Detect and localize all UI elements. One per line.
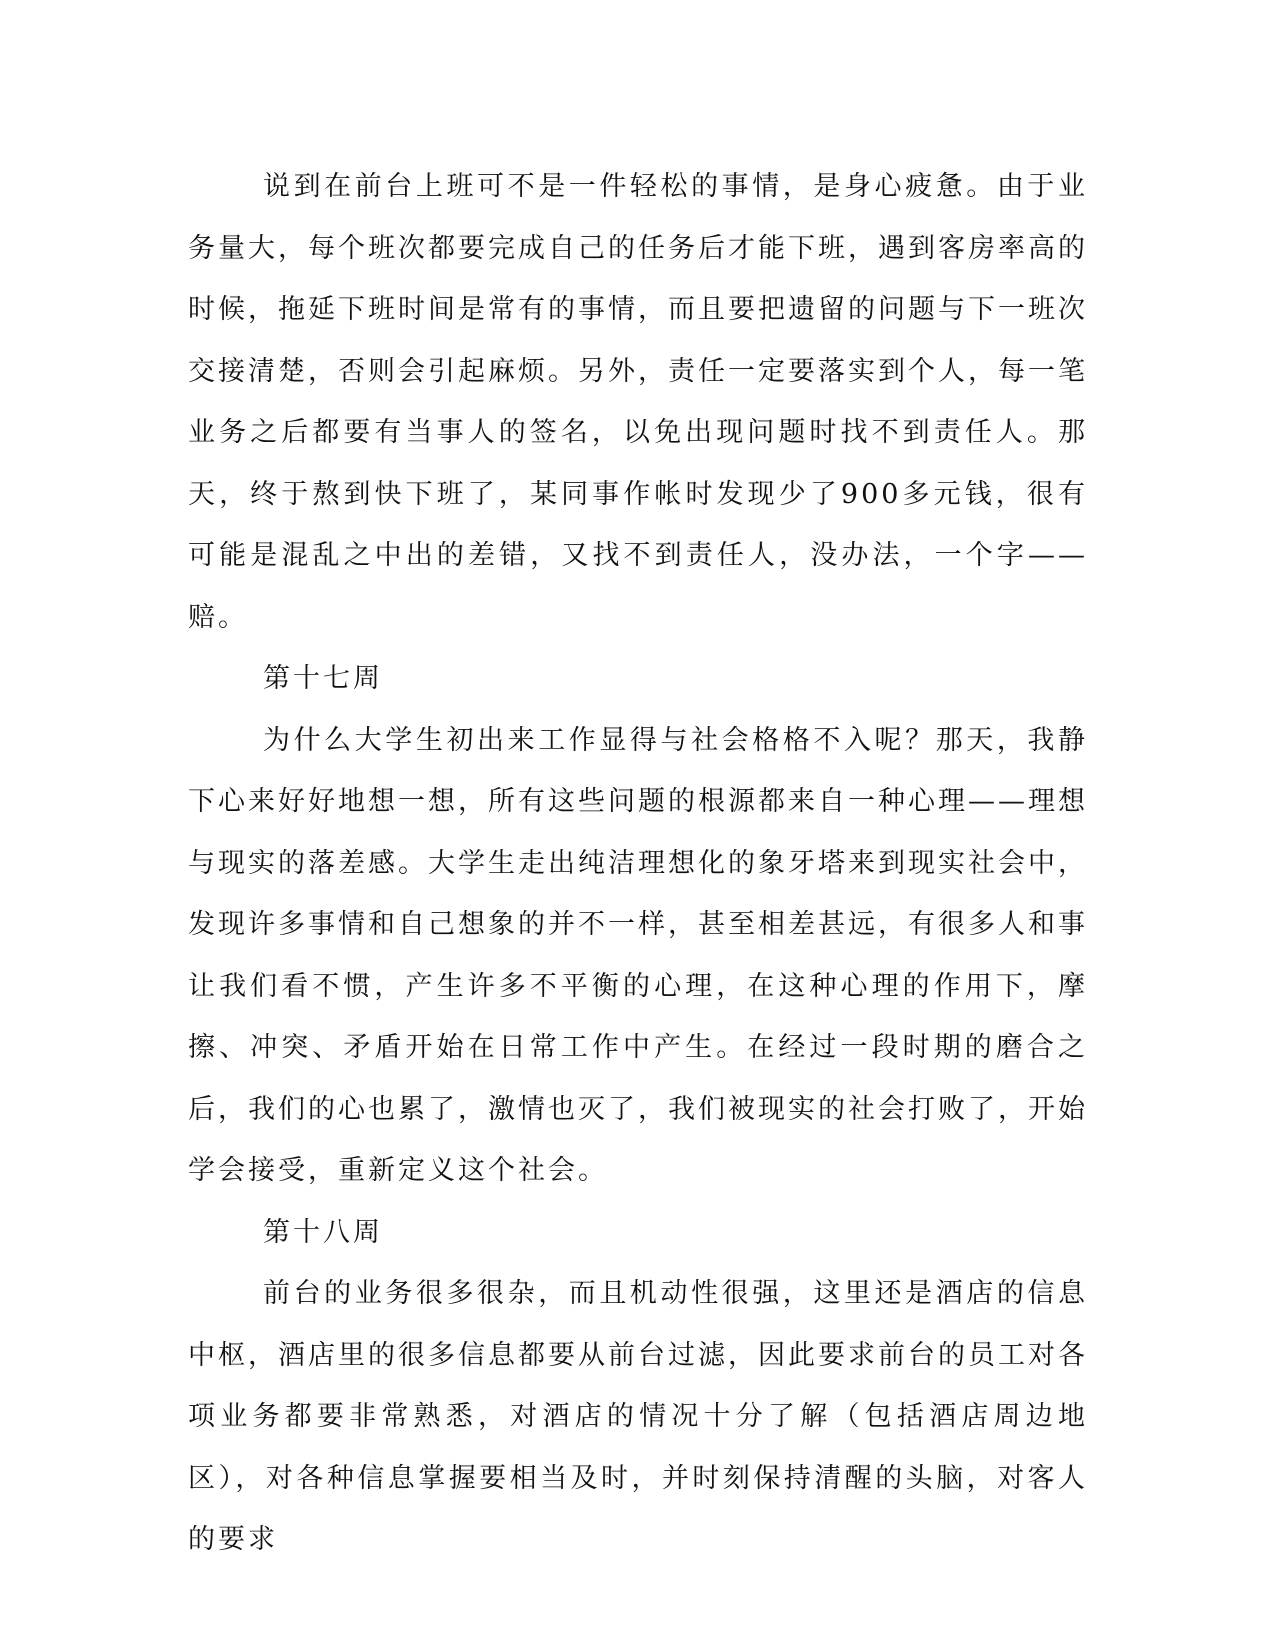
heading-week-17: 第十七周 [263,663,383,694]
paragraph-front-desk-duties: 前台的业务很多很杂，而且机动性很强，这里还是酒店的信息中枢，酒店里的很多信息都要从前台过滤，因此要求前台的员工对各项业务都要非常熟悉，对酒店的情况十分了解（包括酒店周边地区），对各种信息掌握要相当及时，并时刻保持清醒的头脑，对客人的要求 [188,1278,1088,1555]
document-page [188,156,1088,1571]
paragraph-front-desk-work: 说到在前台上班可不是一件轻松的事情，是身心疲惫。由于业务量大，每个班次都要完成自己的任务后才能下班，遇到客房率高的时候，拖延下班时间是常有的事情，而且要把遗留的问题与下一班次交接清楚，否则会引起麻烦。另外，责任一定要落实到个人，每一笔业务之后都要有当事人的签名，以免出现问题时找不到责任人。那天，终于熬到快下班了，某同事作帐时发现少了900多元钱，很有可能是混乱之中出的差错，又找不到责任人，没办法，一个字——赔。 [188,171,1088,633]
heading-week-18: 第十八周 [263,1216,383,1248]
paragraph-reality-gap: 为什么大学生初出来工作显得与社会格格不入呢？那天，我静下心来好好地想一想，所有这些问题的根源都来自一种心理——理想与现实的落差感。大学生走出纯洁理想化的象牙塔来到现实社会中，发现许多事情和自己想象的并不一样，甚至相差甚远，有很多人和事让我们看不惯，产生许多不平衡的心理，在这种心理的作用下，摩擦、冲突、矛盾开始在日常工作中产生。在经过一段时期的磨合之后，我们的心也累了，激情也灭了，我们被现实的社会打败了，开始学会接受，重新定义这个社会。 [188,724,1088,1186]
